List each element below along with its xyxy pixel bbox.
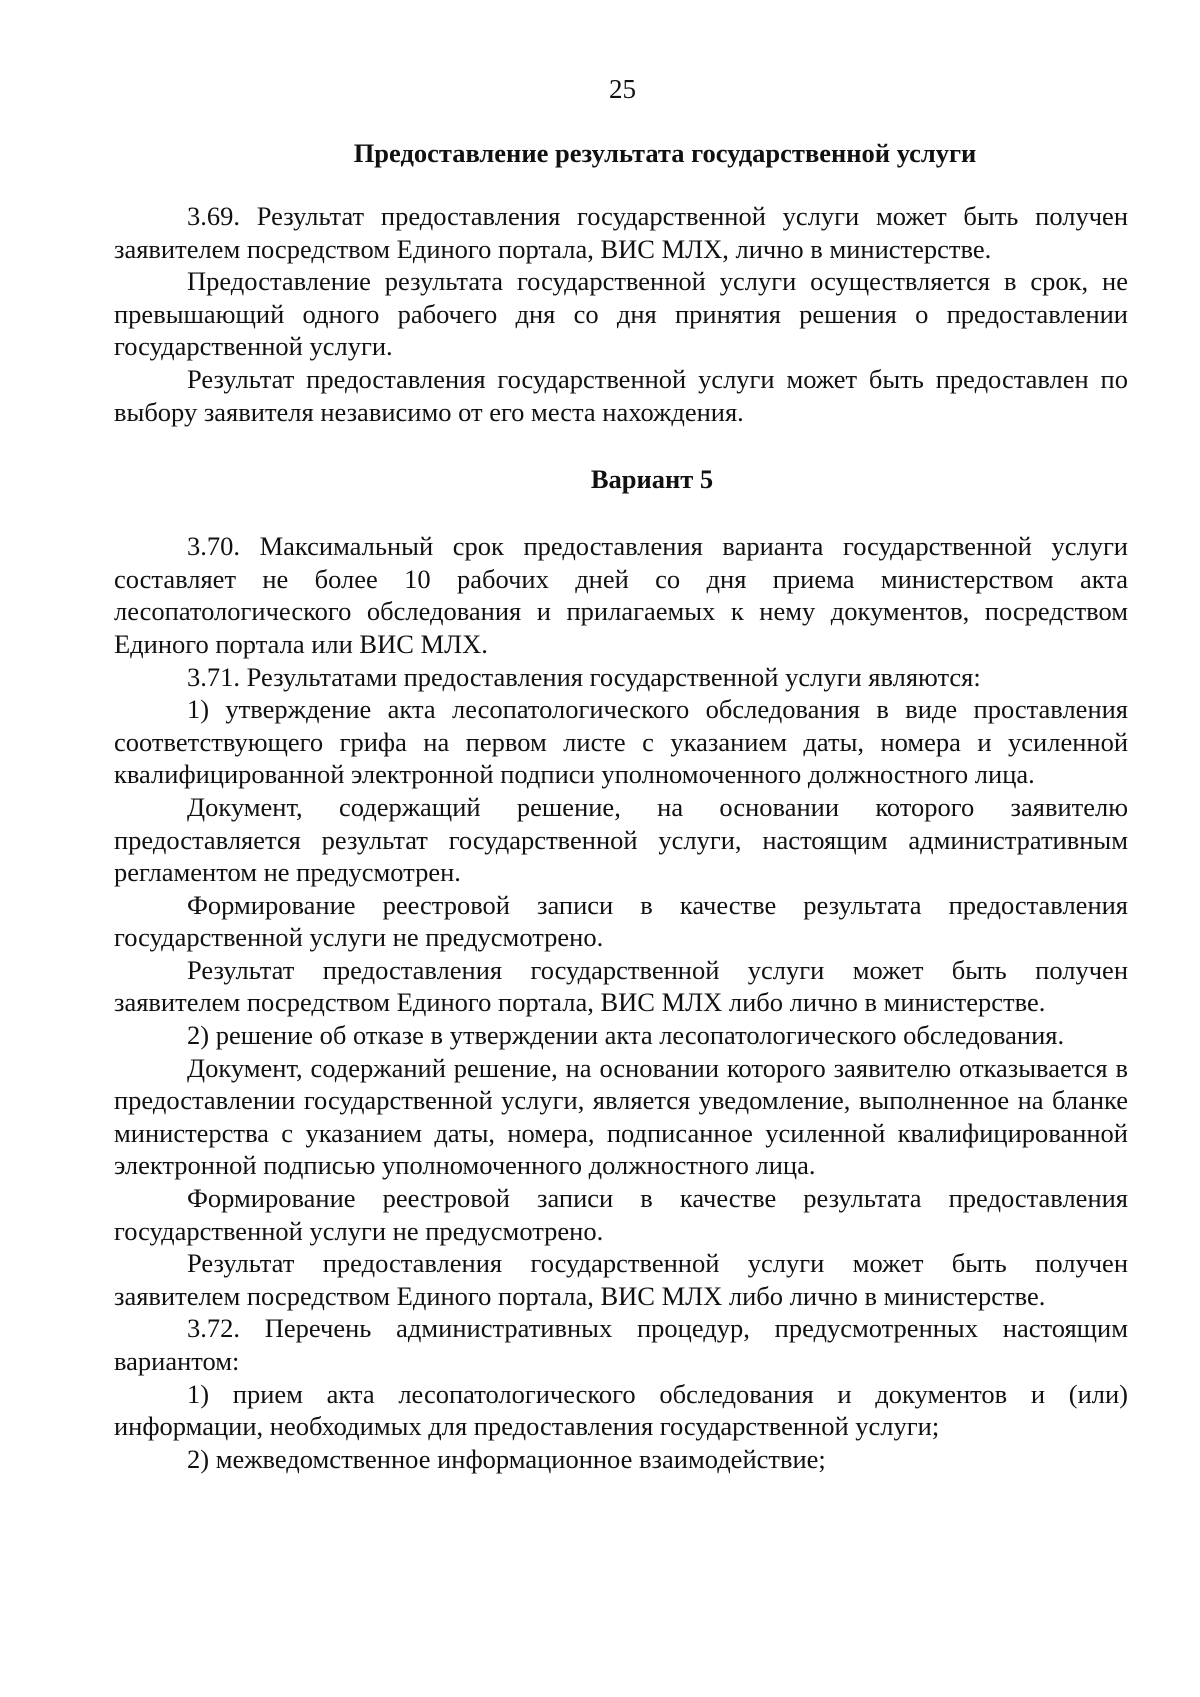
paragraph-3-71: 3.71. Результатами предоставления государственной услуги являются: <box>187 661 981 692</box>
paragraph-registry-record-1: Формирование реестровой записи в качестве результата предоставления государственной услуги не предусмотрено. <box>114 889 1128 953</box>
list-item-approval: 1) утверждение акта лесопатологического обследования в виде проставления соответствующего грифа на первом листе с указанием даты, номера и усиленной квалифицированной электронной подписи уполномоченного должностного лица. <box>114 694 1128 790</box>
page-number: 25 <box>609 74 636 104</box>
paragraph-result-deadline: Предоставление результата государственной услуги осуществляется в срок, не превышающий одного рабочего дня со дня принятия решения о предоставлении государственной услуги. <box>114 266 1128 362</box>
list-item-interagency: 2) межведомственное информационное взаимодействие; <box>187 1443 826 1474</box>
paragraph-3-72: 3.72. Перечень административных процедур, предусмотренных настоящим вариантом: <box>114 1313 1128 1376</box>
variant-heading: Вариант 5 <box>590 464 714 495</box>
paragraph-result-delivery-2: Результат предоставления государственной услуги может быть получен заявителем посредством Единого портала, ВИС МЛХ либо лично в министерстве. <box>114 1248 1128 1311</box>
paragraph-registry-record-2: Формирование реестровой записи в качестве результата предоставления государственной услуги не предусмотрено. <box>114 1183 1128 1246</box>
list-item-intake: 1) прием акта лесопатологического обследования и документов и (или) информации, необходимых для предоставления государственной услуги; <box>114 1378 1128 1442</box>
paragraph-result-location: Результат предоставления государственной услуги может быть предоставлен по выбору заявителя независимо от его места нахождения. <box>114 363 1128 427</box>
paragraph-result-delivery-1: Результат предоставления государственной услуги может быть получен заявителем посредством Единого портала, ВИС МЛХ либо лично в министерстве. <box>114 954 1128 1018</box>
section-heading: Предоставление результата государственной услуги <box>353 138 977 168</box>
paragraph-approval-document: Документ, содержащий решение, на основании которого заявителю предоставляется результат государственной услуги, настоящим административным регламентом не предусмотрен. <box>114 791 1128 888</box>
paragraph-3-69: 3.69. Результат предоставления государственной услуги может быть получен заявителем посредством Единого портала, ВИС МЛХ, лично в министерстве. <box>114 201 1128 264</box>
paragraph-refusal-document: Документ, содержаний решение, на основании которого заявителю отказывается в предоставлении государственной услуги, является уведомление, выполненное на бланке министерства с указанием даты, номера, подписанное усиленной квалифицированной электронной подписью уполномоченного должностного лица. <box>114 1052 1128 1181</box>
paragraph-3-70: 3.70. Максимальный срок предоставления варианта государственной услуги составляет не более 10 рабочих дней со дня приема министерством акта лесопатологического обследования и прилагаемых к нему документов, посредством Единого портала или ВИС МЛХ. <box>114 531 1128 659</box>
list-item-refusal: 2) решение об отказе в утверждении акта лесопатологического обследования. <box>187 1020 1065 1051</box>
document-body <box>114 137 1128 1475</box>
